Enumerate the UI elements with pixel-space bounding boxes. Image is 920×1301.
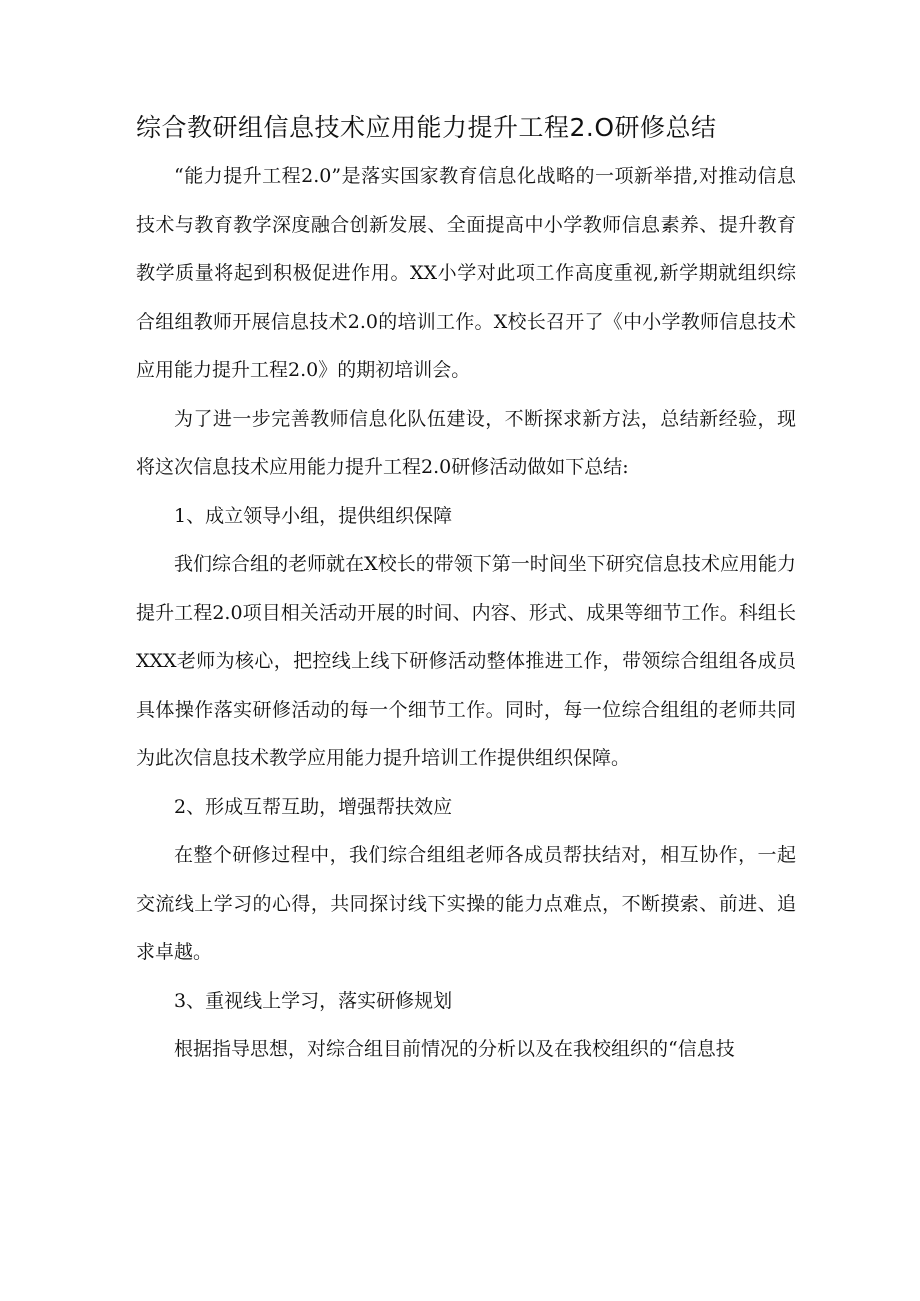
paragraph-intro: “能力提升工程2.0”是落实国家教育信息化战略的一项新举措,对推动信息技术与教育教学深度融合创新发展、全面提高中小学教师信息素养、提升教育教学质量将起到积极促进作用。XX小学对此项工作高度重视,新学期就组织综合组组教师开展信息技术2.0的培训工作。X校长召开了《中小学教师信息技术应用能力提升工程2.0》的期初培训会。 xyxy=(136,165,796,381)
paragraph-section-3: 根据指导思想，对综合组目前情况的分析以及在我校组织的“信息技 xyxy=(174,1038,735,1060)
paragraph-purpose: 为了进一步完善教师信息化队伍建设，不断探求新方法，总结新经验，现将这次信息技术应用能力提升工程2.0研修活动做如下总结: xyxy=(136,407,796,478)
document-title: 综合教研组信息技术应用能力提升工程2.O研修总结 xyxy=(136,113,717,142)
section-heading-3: 3、重视线上学习，落实研修规划 xyxy=(174,989,453,1012)
section-heading-2: 2、形成互帮互助，增强帮扶效应 xyxy=(174,795,453,818)
section-heading-1: 1、成立领导小组，提供组织保障 xyxy=(174,504,453,527)
paragraph-section-1: 我们综合组的老师就在X校长的带领下第一时间坐下研究信息技术应用能力提升工程2.0项目相关活动开展的时间、内容、形式、成果等细节工作。科组长XXX老师为核心，把控线上线下研修活动整体推进工作，带领综合组组各成员具体操作落实研修活动的每一个细节工作。同时，每一位综合组组的老师共同为此次信息技术教学应用能力提升培训工作提供组织保障。 xyxy=(136,553,796,769)
document-body xyxy=(136,108,796,1074)
paragraph-section-2: 在整个研修过程中，我们综合组组老师各成员帮扶结对，相互协作，一起交流线上学习的心得，共同探讨线下实操的能力点难点，不断摸索、前进、追求卓越。 xyxy=(136,844,796,963)
